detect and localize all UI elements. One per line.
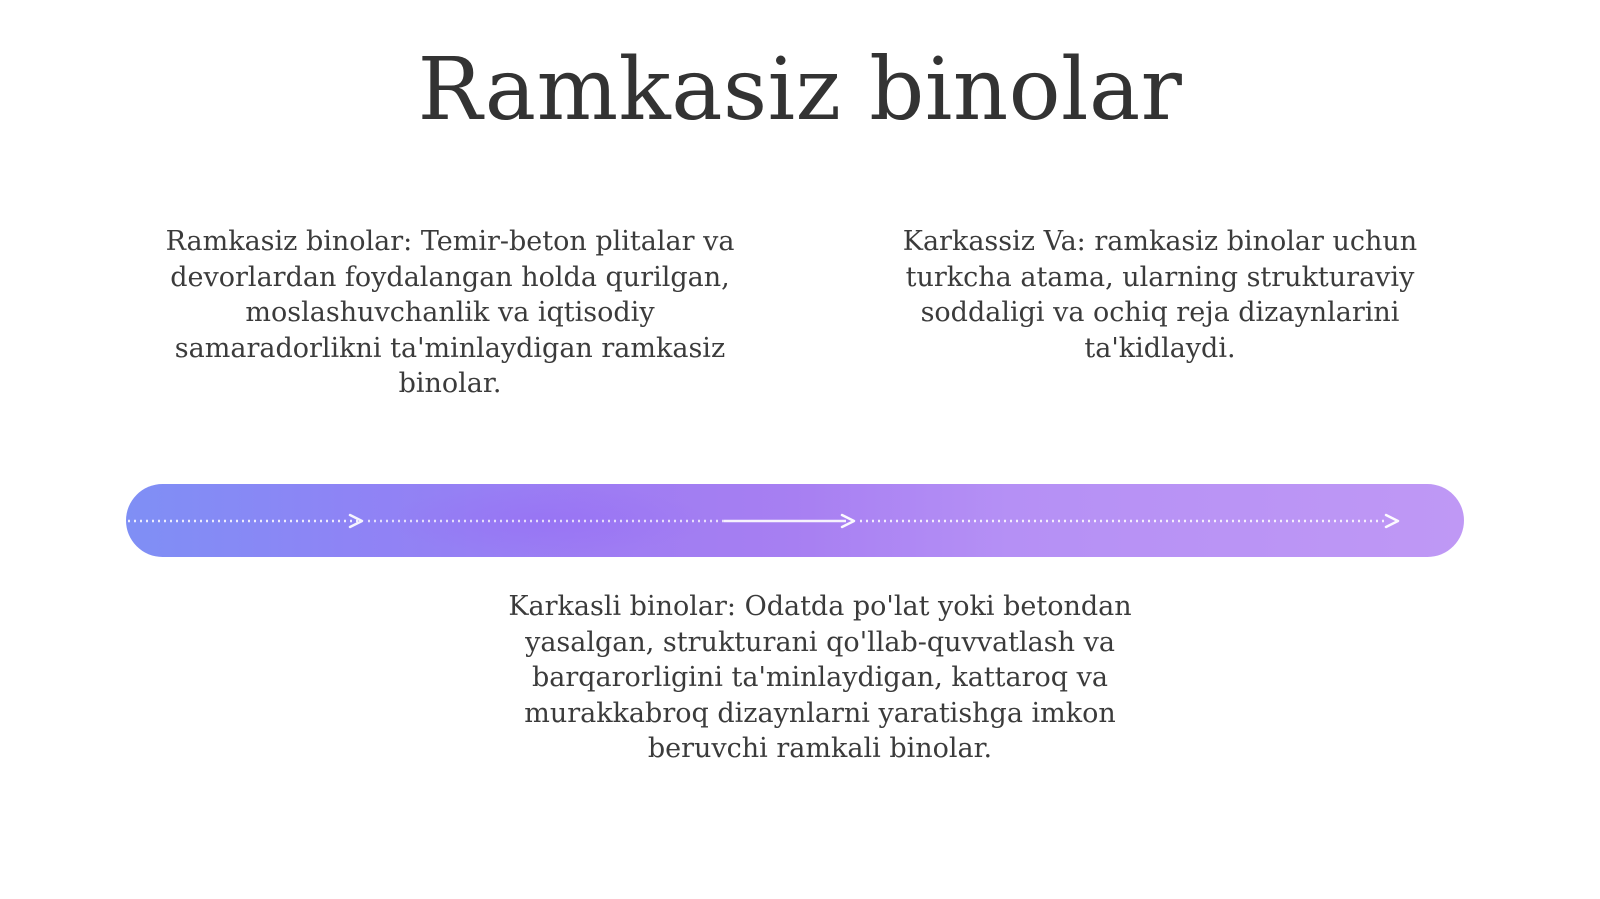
text-block-bottom: Karkasli binolar: Odatda po'lat yoki betondan yasalgan, strukturani qo'llab-quvvatlash va barqarorligini ta'minlaydigan, kattaroq va murakkabroq dizaynlarni yaratishga imkon beruvchi ramkali binolar. [508,591,1132,764]
timeline-bar [126,484,1464,557]
slide-title: Ramkasiz binolar [417,40,1183,140]
timeline-arrows [126,484,1464,557]
text-block-left: Ramkasiz binolar: Temir-beton plitalar va devorlardan foydalangan holda qurilgan, moslashuvchanlik va iqtisodiy samaradorlikni ta'minlaydigan ramkasiz binolar. [165,226,735,399]
text-block-right: Karkassiz Va: ramkasiz binolar uchun turkcha atama, ularning strukturaviy soddaligi va ochiq reja dizaynlarini ta'kidlaydi. [902,226,1418,364]
arrow-right-icon [1386,515,1398,527]
